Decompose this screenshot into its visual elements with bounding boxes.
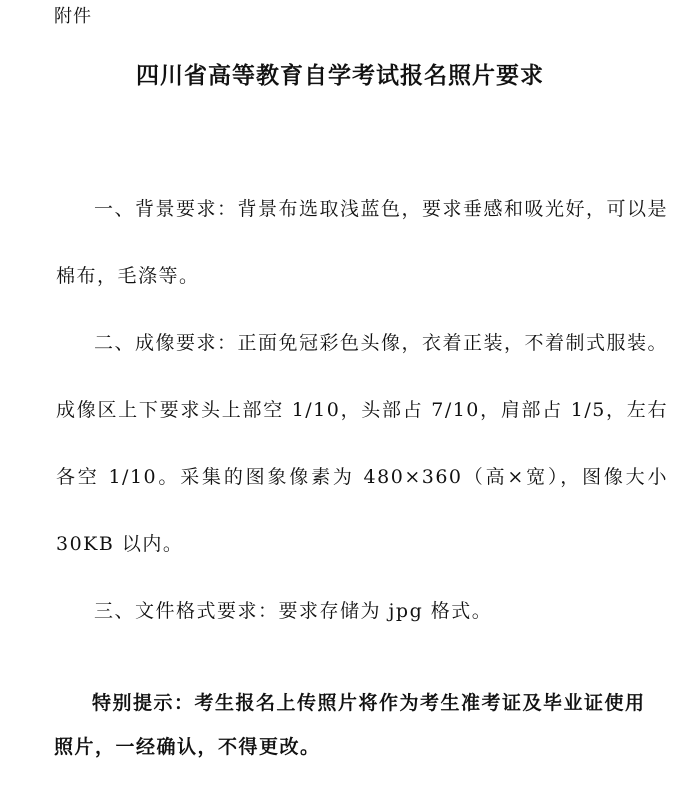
section-background-requirements: 一、背景要求：背景布选取浅蓝色，要求垂感和吸光好，可以是棉布，毛涤等。: [56, 198, 669, 287]
section-file-format-requirements: 三、文件格式要求：要求存储为 jpg 格式。: [94, 600, 493, 622]
special-notice: 特别提示：考生报名上传照片将作为考生准考证及毕业证使用照片，一经确认，不得更改。: [54, 692, 646, 758]
attachment-label: 附件: [54, 6, 92, 27]
section-imaging-requirements: 二、成像要求：正面免冠彩色头像，衣着正装，不着制式服装。成像区上下要求头上部空 1/10，头部占 7/10，肩部占 1/5，左右各空 1/10。采集的图象像素为 480×360（高×宽），图像大小 30KB 以内。: [56, 332, 669, 555]
document-title: 四川省高等教育自学考试报名照片要求: [136, 62, 544, 89]
